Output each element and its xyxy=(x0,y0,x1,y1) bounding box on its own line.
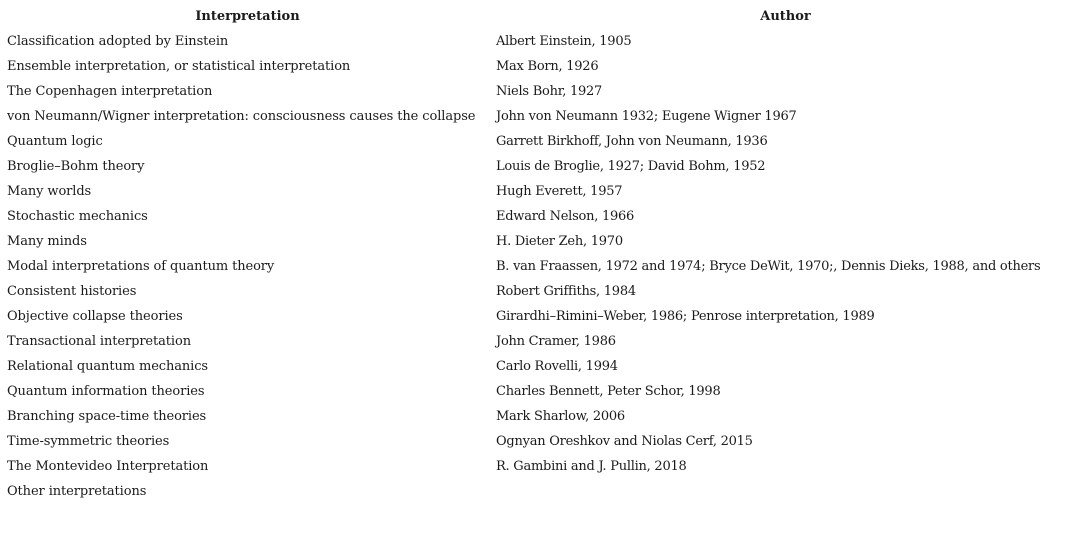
author-cell: Mark Sharlow, 2006 xyxy=(496,409,625,424)
table-row xyxy=(3,29,1079,54)
author-cell: John von Neumann 1932; Eugene Wigner 1967 xyxy=(496,109,797,124)
table-row xyxy=(3,104,1079,129)
author-cell: Girardhi–Rimini–Weber, 1986; Penrose interpretation, 1989 xyxy=(496,309,875,324)
interpretation-cell: Quantum logic xyxy=(7,134,103,149)
author-cell: B. van Fraassen, 1972 and 1974; Bryce DeWit, 1970;, Dennis Dieks, 1988, and others xyxy=(496,259,1041,274)
author-cell: Charles Bennett, Peter Schor, 1998 xyxy=(496,384,721,399)
table-row xyxy=(3,129,1079,154)
table-row xyxy=(3,204,1079,229)
table-row xyxy=(3,54,1079,79)
author-cell: John Cramer, 1986 xyxy=(496,334,616,349)
author-cell: Garrett Birkhoff, John von Neumann, 1936 xyxy=(496,134,768,149)
interpretation-cell: Modal interpretations of quantum theory xyxy=(7,259,275,274)
table-row xyxy=(3,479,1079,504)
table-row xyxy=(3,379,1079,404)
table-row xyxy=(3,329,1079,354)
interpretation-cell: Consistent histories xyxy=(7,284,137,299)
author-cell: Robert Griffiths, 1984 xyxy=(496,284,636,299)
interpretation-cell: Broglie–Bohm theory xyxy=(7,159,145,174)
author-cell: Max Born, 1926 xyxy=(496,59,599,74)
author-cell: Edward Nelson, 1966 xyxy=(496,209,635,224)
interpretation-cell: Many worlds xyxy=(7,184,92,199)
interpretation-cell: Ensemble interpretation, or statistical interpretation xyxy=(7,59,351,74)
column-header-interpretation: Interpretation xyxy=(195,9,300,24)
table-row xyxy=(3,404,1079,429)
table-row xyxy=(3,79,1079,104)
interpretation-cell: von Neumann/Wigner interpretation: consciousness causes the collapse xyxy=(7,109,476,124)
author-cell: Louis de Broglie, 1927; David Bohm, 1952 xyxy=(496,159,766,174)
table-row xyxy=(3,454,1079,479)
interpretation-cell: Objective collapse theories xyxy=(7,309,183,324)
column-header-author: Author xyxy=(760,9,811,24)
interpretation-cell: Stochastic mechanics xyxy=(7,209,148,224)
author-cell: R. Gambini and J. Pullin, 2018 xyxy=(496,459,687,474)
interpretation-cell: The Montevideo Interpretation xyxy=(7,459,209,474)
interpretation-cell: The Copenhagen interpretation xyxy=(7,84,213,99)
table-row xyxy=(3,279,1079,304)
interpretation-cell: Transactional interpretation xyxy=(7,334,191,349)
interpretation-cell: Classification adopted by Einstein xyxy=(7,34,229,49)
table-row xyxy=(3,354,1079,379)
interpretation-cell: Branching space-time theories xyxy=(7,409,207,424)
table-row xyxy=(3,304,1079,329)
interpretation-cell: Time-symmetric theories xyxy=(7,434,170,449)
author-cell xyxy=(492,479,1079,504)
author-cell: Hugh Everett, 1957 xyxy=(496,184,623,199)
author-cell: Carlo Rovelli, 1994 xyxy=(496,359,618,374)
table-row xyxy=(3,229,1079,254)
interpretation-cell: Many minds xyxy=(7,234,87,249)
author-cell: H. Dieter Zeh, 1970 xyxy=(496,234,623,249)
table-header-row xyxy=(3,4,1079,29)
interpretation-cell: Quantum information theories xyxy=(7,384,205,399)
table-row xyxy=(3,179,1079,204)
interpretations-table xyxy=(3,4,1079,504)
interpretation-cell: Relational quantum mechanics xyxy=(7,359,208,374)
table-row xyxy=(3,254,1079,279)
interpretation-cell: Other interpretations xyxy=(7,484,147,499)
author-cell: Albert Einstein, 1905 xyxy=(496,34,632,49)
table-row xyxy=(3,154,1079,179)
author-cell: Niels Bohr, 1927 xyxy=(496,84,603,99)
table-row xyxy=(3,429,1079,454)
author-cell: Ognyan Oreshkov and Niolas Cerf, 2015 xyxy=(496,434,753,449)
